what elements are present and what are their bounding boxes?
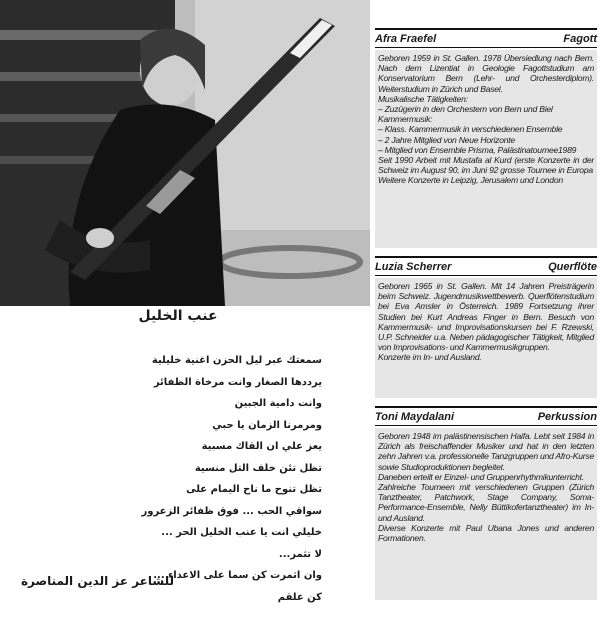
bio-paragraph: Kammermusik: bbox=[378, 114, 433, 125]
bio-paragraph: Musikalische Tätigkeiten: bbox=[378, 93, 468, 104]
poem-line: تظل تئن خلف التل منسية bbox=[194, 462, 322, 474]
bio-paragraph: Geboren 1959 in St. Gallen. 1978 Übersiedlung nach Bern. Nach dem Lizentiat in Geologie Fagottstudium am Konservatorium Bern (Lehr- und Orchesterdiplom). Weiterstudium in Zürich und Basel. bbox=[378, 53, 594, 94]
poem-line: كن علقم bbox=[277, 591, 322, 603]
bio-paragraph: – 2 Jahre Mitglied von Neue Horizonte bbox=[378, 134, 515, 145]
poem-line: يرددها الصغار وانت مرخاة الظفائر bbox=[153, 376, 322, 388]
poem-title: عنب الخليل bbox=[138, 308, 218, 324]
bio-paragraph: Konzerte im In- und Ausland. bbox=[378, 352, 482, 363]
bio-text-afra bbox=[375, 50, 597, 248]
bassoonist-photo bbox=[0, 0, 370, 306]
poem-line: ومرمرنا الزمان يا حبي bbox=[212, 419, 322, 431]
poem-line: سمعتك عبر ليل الحزن اغنية خليلية bbox=[151, 355, 322, 366]
bio-paragraph: Geboren 1948 im palästinensischen Haifa. Lebt seit 1984 in Zürich als freischaffender Musiker und hat in den letzten zehn Jahren v.a. professionelle Tanzgruppen und Afro-Kurse sowie Studioproduktionen begleitet. bbox=[378, 431, 594, 472]
bio-header-toni bbox=[375, 406, 597, 426]
musician-instrument: Querflöte bbox=[548, 260, 597, 273]
photo-illustration bbox=[0, 0, 370, 306]
poem-line: لا تثمر... bbox=[278, 548, 322, 560]
bio-header-luzia bbox=[375, 256, 597, 276]
poem-line: سواقي الحب ... فوق ظفائر الزعرور bbox=[141, 505, 322, 517]
poem-line: وانت دامية الجبين bbox=[234, 398, 322, 409]
poem-line: وان اثمرت كن سما على الاعداء ... bbox=[153, 570, 322, 581]
poem-line: خليلي انت يا عنب الخليل الحر ... bbox=[161, 527, 322, 538]
musician-instrument: Perkussion bbox=[537, 410, 597, 423]
bio-paragraph: – Zuzügerin in den Orchestern von Bern und Biel bbox=[378, 104, 553, 115]
bio-paragraph: – Klass. Kammermusik in verschiedenen Ensemble bbox=[378, 124, 563, 135]
bio-paragraph: Geboren 1965 in St. Gallen. Mit 14 Jahren Preisträgerin beim Schweiz. Jugendmusikwettbewerb. Querflötenstudium bei Eva Amsler in Österreich. 1989 Fortsetzung ihrer Studien bei Kurt Andreas Finger in Bern. Besuch von Kammermusik- und Improvisationskursen bei F. Rzewski, U.P. Schneider u.a. Neben pädagogischer Tätigkeit, Mitglied von Improvisations- und Kammermusikgruppen. bbox=[378, 281, 594, 353]
arabic-poem bbox=[92, 350, 322, 608]
poet-credit: للشاعر عز الدين المناصرة bbox=[20, 574, 174, 588]
musician-name: Toni Maydalani bbox=[375, 410, 455, 423]
poem-line: يعز علي ان القاك مسبية bbox=[201, 441, 322, 452]
bio-paragraph: Diverse Konzerte mit Paul Ubana Jones und anderen Formationen. bbox=[378, 522, 594, 544]
musician-name: Luzia Scherrer bbox=[375, 260, 452, 273]
musician-instrument: Fagott bbox=[563, 32, 597, 45]
bio-paragraph: Zahlreiche Tourneen mit verschiedenen Gruppen (Zürich Tanztheater, Patchwork, Stage Company, Soma-Performance-Ensemble, Nelly Büttikofertanztheater) im In- und Ausland. bbox=[378, 482, 594, 523]
bio-paragraph: – Mitglied von Ensemble Prisma, Palästinatournee1989 bbox=[378, 144, 577, 155]
bio-text-toni bbox=[375, 428, 597, 600]
bio-paragraph: Daneben erteilt er Einzel- und Gruppenrhythmikunterricht. bbox=[378, 471, 584, 482]
poem-line: تظل تنوح ما ناح اليمام على bbox=[186, 484, 322, 495]
musician-name: Afra Fraefel bbox=[375, 32, 437, 45]
bio-text-luzia bbox=[375, 278, 597, 398]
bio-paragraph: Weitere Konzerte in Leipzig, Jerusalem und London bbox=[378, 175, 563, 186]
bio-paragraph: Seit 1990 Arbeit mit Mustafa al Kurd (erste Konzerte in der Schweiz im August 90, im Juni 92 grosse Tournee in Europa bbox=[378, 155, 594, 176]
bio-header-afra bbox=[375, 28, 597, 48]
